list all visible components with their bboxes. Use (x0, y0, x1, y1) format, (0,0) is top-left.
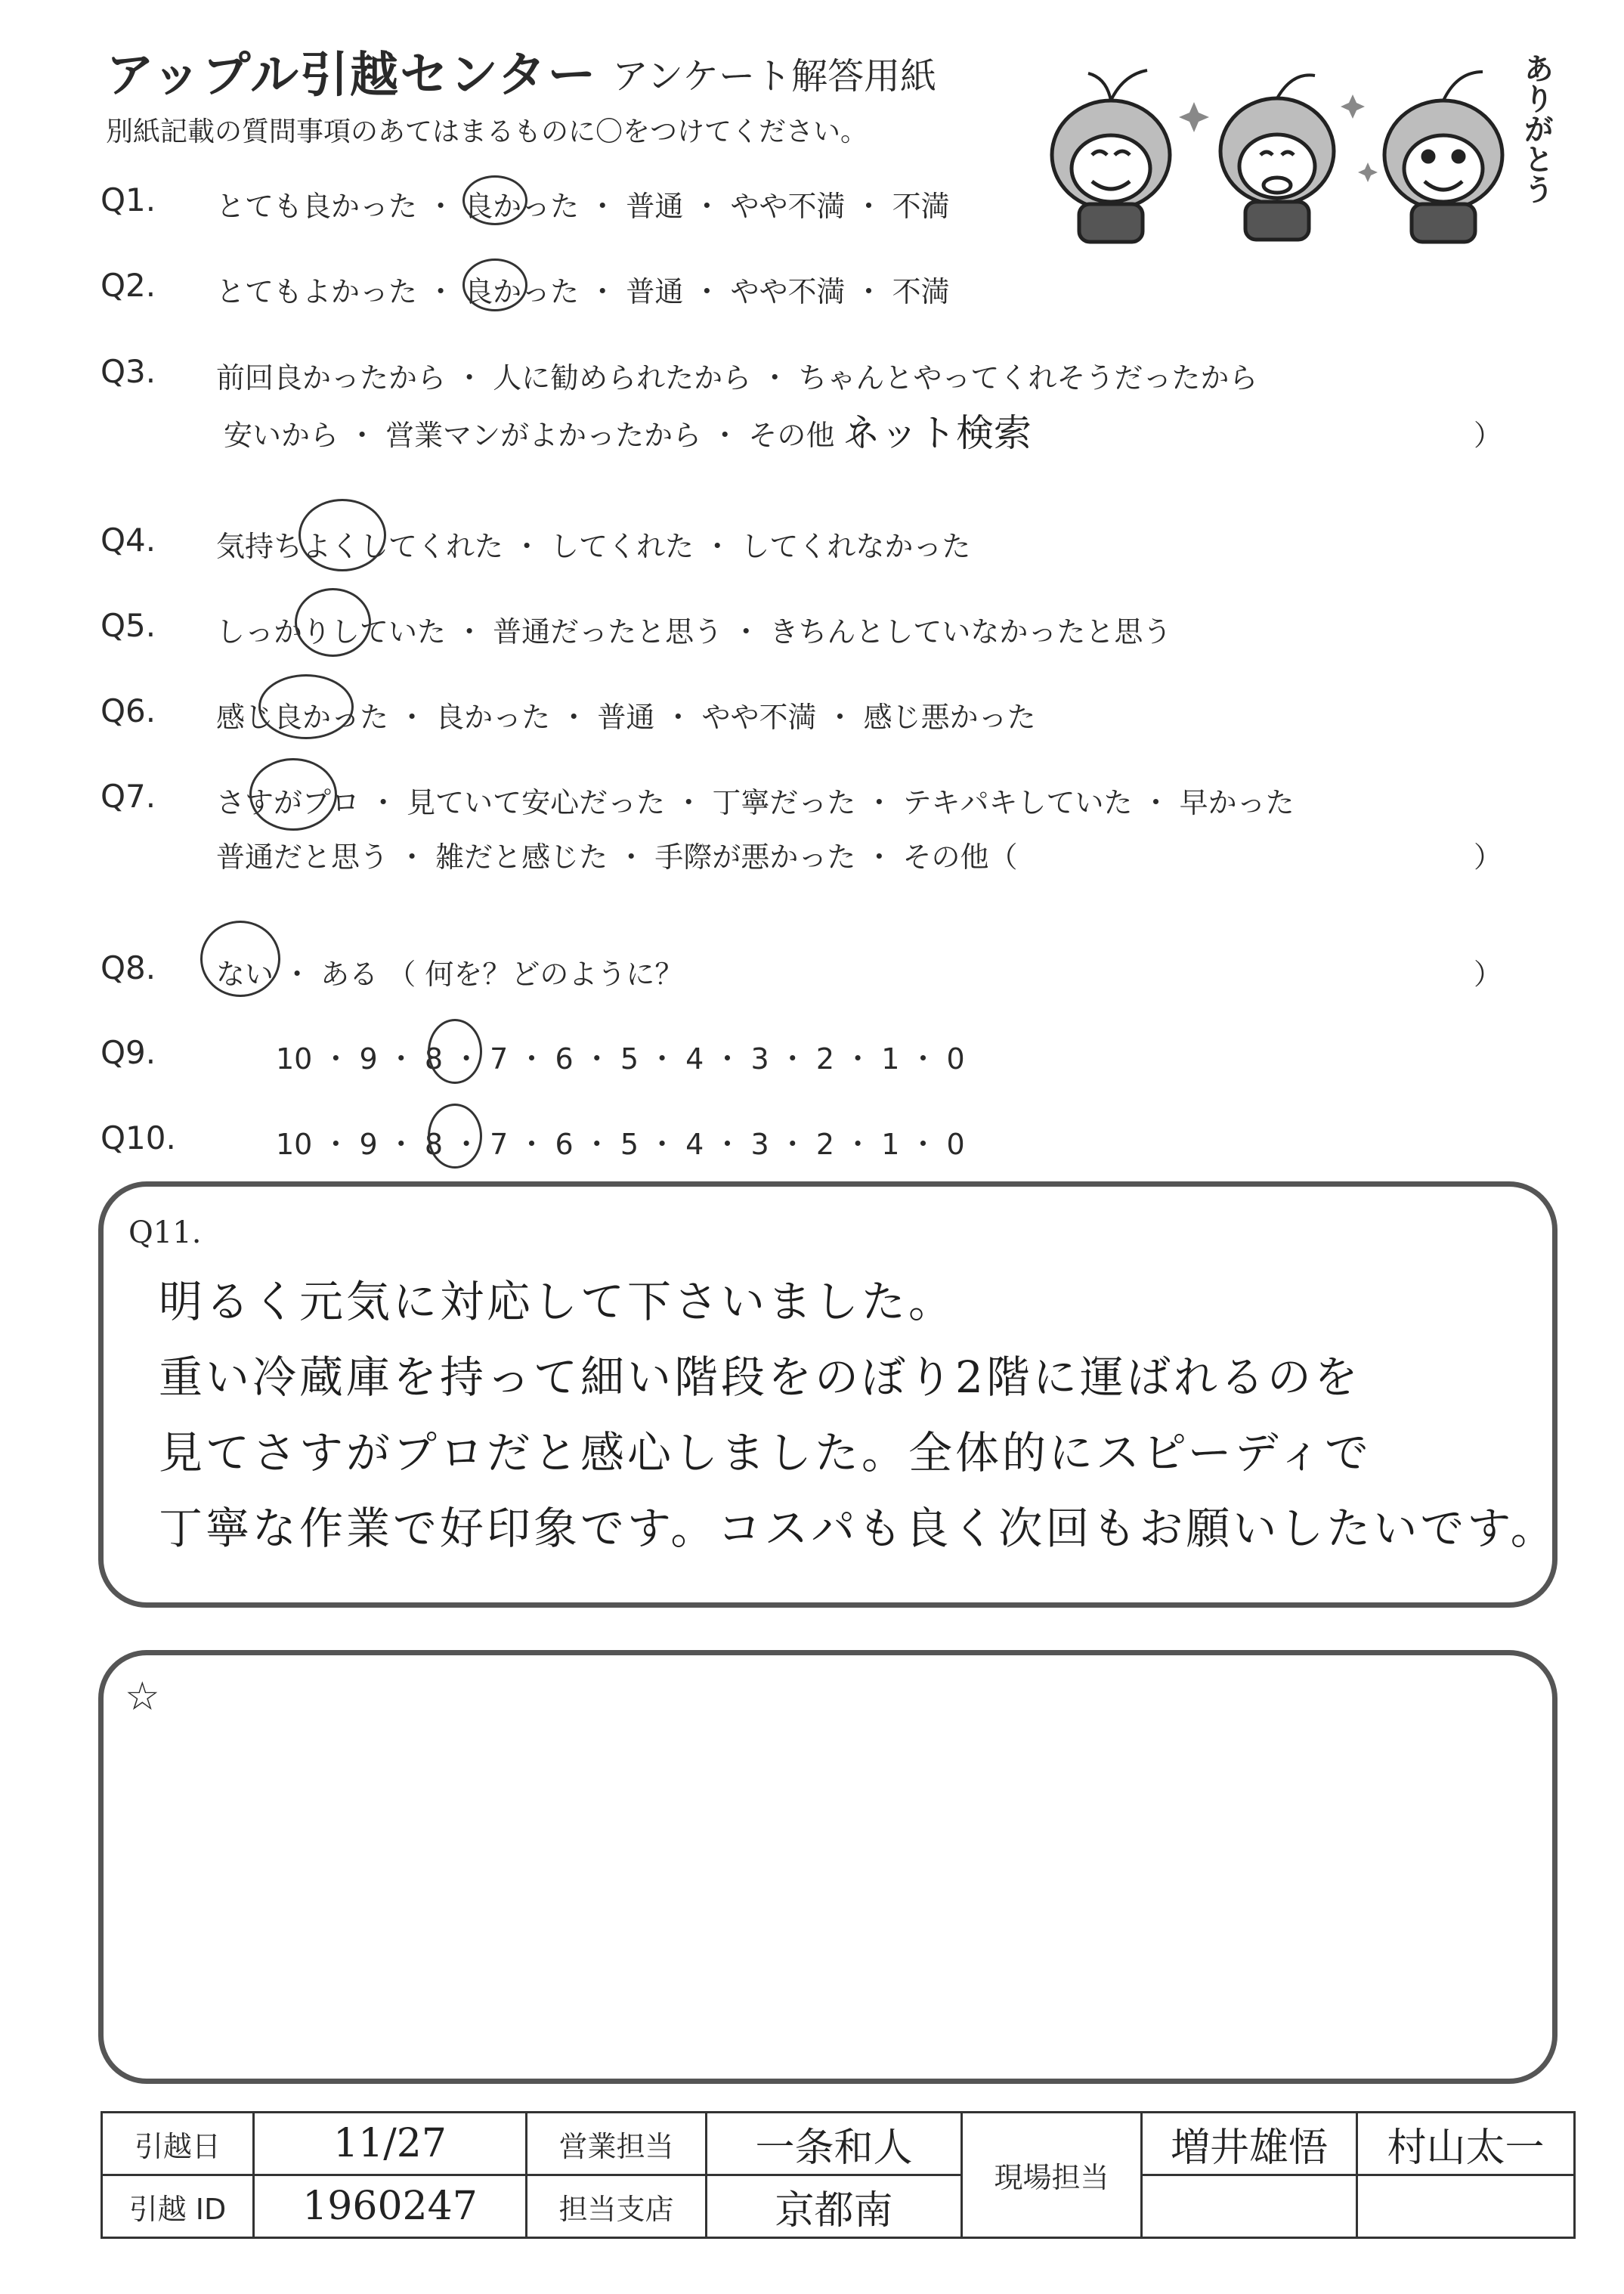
q2-options: とてもよかった ・ 良かった ・ 普通 ・ やや不満 ・ 不満 (216, 275, 950, 308)
q11-comment-line: 重い冷蔵庫を持って細い階段をのぼり2階に運ばれるのを (159, 1351, 1361, 1403)
q11-label: Q11. (128, 1215, 202, 1250)
q3-label: Q3. (101, 353, 156, 390)
q11-comment-line: 明るく元気に対応して下さいました。 (159, 1276, 956, 1327)
q3-close-paren: ） (1474, 419, 1503, 452)
q7-options-line1: さすがプロ ・ 見ていて安心だった ・ 丁寧だった ・ テキパキしていた ・ 早かった (216, 786, 1295, 819)
company-title: アップル引越センター (106, 48, 598, 104)
move-date-value: 11/27 (254, 2113, 527, 2175)
answer-mark (258, 674, 354, 739)
move-id-value: 1960247 (254, 2175, 527, 2238)
q7-close-paren: ） (1474, 841, 1503, 874)
site-staff-label: 現場担当 (962, 2113, 1142, 2238)
q10-options: 10 ・ 9 ・ 8 ・ 7 ・ 6 ・ 5 ・ 4 ・ 3 ・ 2 ・ 1 ・ 0 (276, 1128, 965, 1161)
star-icon: ☆ (125, 1674, 160, 1720)
q5-label: Q5. (101, 607, 156, 644)
site-staff-value-2: 村山太一 (1357, 2113, 1575, 2175)
q4-options: 気持ちよくしてくれた ・ してくれた ・ してくれなかった (216, 530, 971, 563)
q9-options: 10 ・ 9 ・ 8 ・ 7 ・ 6 ・ 5 ・ 4 ・ 3 ・ 2 ・ 1 ・ 0 (276, 1042, 965, 1076)
q9-label: Q9. (101, 1034, 156, 1071)
q1-options: とても良かった ・ 良かった ・ 普通 ・ やや不満 ・ 不満 (216, 190, 950, 223)
q11-comment-line: 丁寧な作業で好印象です。コスパも良く次回もお願いしたいです。 (159, 1503, 1557, 1554)
branch-label: 担当支店 (527, 2175, 707, 2238)
q11-comment-line: 見てさすがプロだと感心しました。全体的にスピーディで (159, 1427, 1372, 1478)
q2-label: Q2. (101, 267, 156, 304)
answer-mark (462, 259, 527, 311)
q7-label: Q7. (101, 778, 156, 815)
thanks-text: ありがとう (1519, 53, 1554, 204)
answer-mark (295, 588, 371, 657)
q7-options-line2: 普通だと思う ・ 雑だと感じた ・ 手際が悪かった ・ その他（ (216, 841, 1018, 874)
monkey-illustration (1020, 42, 1549, 246)
instruction-text: 別紙記載の質問事項のあてはまるものに〇をつけてください。 (106, 116, 868, 147)
answer-mark (299, 499, 386, 571)
footer-info-table (101, 2111, 1576, 2239)
form-title: アンケート解答用紙 (612, 55, 937, 98)
q6-label: Q6. (101, 692, 156, 729)
move-date-label: 引越日 (102, 2113, 254, 2175)
site-staff-value-1: 増井雄悟 (1142, 2113, 1357, 2175)
site-staff-empty-2 (1357, 2175, 1575, 2238)
q5-options: しっかりしていた ・ 普通だったと思う ・ きちんとしていなかったと思う (216, 615, 1172, 649)
q4-label: Q4. (101, 522, 156, 559)
sales-rep-value: 一条和人 (707, 2113, 962, 2175)
q1-label: Q1. (101, 181, 156, 218)
answer-mark (428, 1104, 482, 1169)
q8-label: Q8. (101, 949, 156, 986)
answer-mark (428, 1019, 482, 1084)
q8-close-paren: ） (1474, 958, 1503, 991)
q10-label: Q10. (101, 1119, 176, 1156)
move-id-label: 引越 ID (102, 2175, 254, 2238)
answer-mark (249, 758, 337, 831)
q3-other-answer: ネット検索 (843, 411, 1032, 455)
star-comment-box (98, 1650, 1557, 2084)
answer-mark (462, 175, 527, 225)
q3-options-line2: 安いから ・ 営業マンがよかったから ・ その他（ (224, 419, 864, 452)
answer-mark (200, 921, 280, 997)
q8-options: ない ・ ある （ 何を？どのように？ (216, 958, 684, 991)
q6-options: 感じ良かった ・ 良かった ・ 普通 ・ やや不満 ・ 感じ悪かった (216, 701, 1036, 734)
q3-options-line1: 前回良かったから ・ 人に勧められたから ・ ちゃんとやってくれそうだったから (216, 361, 1258, 395)
site-staff-empty-1 (1142, 2175, 1357, 2238)
branch-value: 京都南 (707, 2175, 962, 2238)
sales-rep-label: 営業担当 (527, 2113, 707, 2175)
